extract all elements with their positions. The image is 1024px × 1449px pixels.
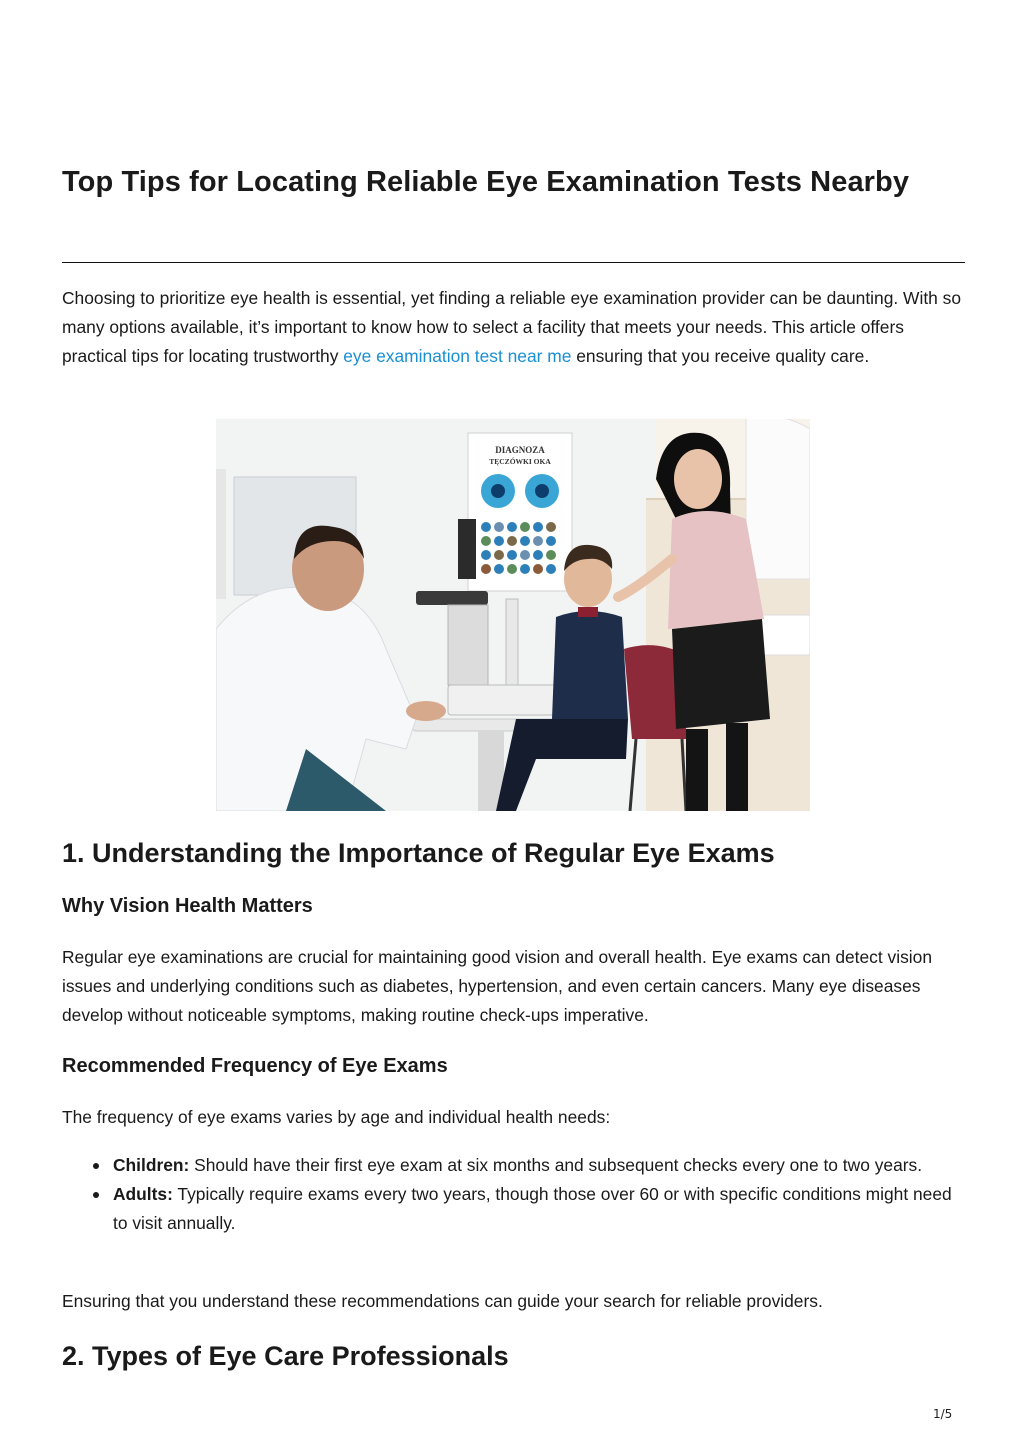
iris-diagnosis-poster xyxy=(468,433,572,591)
intro-text-after: ensuring that you receive quality care. xyxy=(571,346,870,366)
poster-title-1: DIAGNOZA xyxy=(495,445,545,455)
frequency-closing: Ensuring that you understand these recommendations can guide your search for reliable providers. xyxy=(62,1291,823,1311)
poster-title-2: TĘCZÓWKI OKA xyxy=(489,457,551,466)
list-item-children xyxy=(62,1151,964,1180)
section-2-heading: 2. Types of Eye Care Professionals xyxy=(62,1341,509,1371)
list-item-label: Adults: xyxy=(113,1184,173,1204)
list-item-text: Typically require exams every two years, though those over 60 or with specific conditions might need to visit annually. xyxy=(113,1184,952,1233)
eye-exam-photo-illustration xyxy=(216,419,810,811)
list-item-label: Children: xyxy=(113,1155,190,1175)
hero-photo xyxy=(216,419,810,811)
section-1-heading: 1. Understanding the Importance of Regular Eye Exams xyxy=(62,838,775,868)
title-divider xyxy=(62,262,965,263)
intro-text-before: Choosing to prioritize eye health is essential, yet finding a reliable eye examination provider can be daunting. With so many options available, it’s important to know how to select a facility that meets your needs. This article offers practical tips for locating trustworthy xyxy=(62,288,962,366)
list-item-adults xyxy=(62,1180,964,1238)
list-item-text: Should have their first eye exam at six months and subsequent checks every one to two years. xyxy=(189,1155,923,1175)
intro-paragraph xyxy=(62,284,964,371)
eye-exam-link[interactable]: eye examination test near me xyxy=(343,346,572,366)
page-title: Top Tips for Locating Reliable Eye Examination Tests Nearby xyxy=(62,166,910,198)
frequency-lead: The frequency of eye exams varies by age and individual health needs: xyxy=(62,1107,611,1127)
page-number: 1/5 xyxy=(933,1407,953,1421)
why-vision-heading: Why Vision Health Matters xyxy=(62,895,313,917)
frequency-heading: Recommended Frequency of Eye Exams xyxy=(62,1055,448,1077)
frequency-list xyxy=(62,1151,964,1238)
why-vision-paragraph: Regular eye examinations are crucial for maintaining good vision and overall health. Eye exams can detect vision issues and underlying conditions such as diabetes, hypertension, and even certain cancers. Many eye diseases develop without noticeable symptoms, making routine check-ups imperative. xyxy=(62,947,933,1025)
